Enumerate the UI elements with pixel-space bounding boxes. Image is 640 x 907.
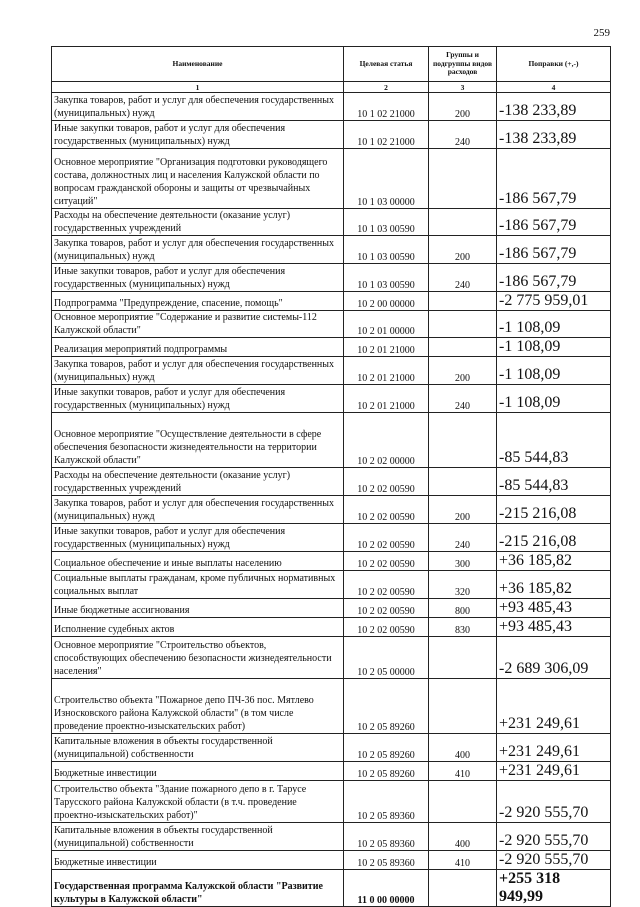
row-name: Бюджетные инвестиции xyxy=(52,762,344,781)
row-amount: -1 108,09 xyxy=(497,385,611,413)
row-name: Социальное обеспечение и иные выплаты населению xyxy=(52,552,344,571)
table-row xyxy=(52,264,611,292)
row-code: 10 2 01 00000 xyxy=(344,311,429,338)
row-group xyxy=(429,413,497,468)
row-group: 410 xyxy=(429,762,497,781)
table-row xyxy=(52,338,611,357)
row-amount: -138 233,89 xyxy=(497,93,611,121)
row-amount: +231 249,61 xyxy=(497,762,611,781)
row-name: Капитальные вложения в объекты государственной (муниципальной) собственности xyxy=(52,734,344,762)
row-amount: +255 318 949,99 xyxy=(497,870,611,907)
row-name: Закупка товаров, работ и услуг для обеспечения государственных (муниципальных) нужд xyxy=(52,93,344,121)
row-code: 10 2 00 00000 xyxy=(344,292,429,311)
row-name: Закупка товаров, работ и услуг для обеспечения государственных (муниципальных) нужд xyxy=(52,496,344,524)
row-amount: +93 485,43 xyxy=(497,618,611,637)
budget-table xyxy=(51,46,611,907)
row-amount: -85 544,83 xyxy=(497,413,611,468)
table-row xyxy=(52,413,611,468)
table-row xyxy=(52,468,611,496)
row-group: 400 xyxy=(429,734,497,762)
table-row xyxy=(52,357,611,385)
row-code: 10 2 02 00590 xyxy=(344,496,429,524)
row-code: 10 2 05 89260 xyxy=(344,734,429,762)
row-group xyxy=(429,679,497,734)
row-amount: +93 485,43 xyxy=(497,599,611,618)
row-name: Иные закупки товаров, работ и услуг для обеспечения государственных (муниципальных) нужд xyxy=(52,264,344,292)
table-row xyxy=(52,637,611,679)
row-name: Исполнение судебных актов xyxy=(52,618,344,637)
row-group: 800 xyxy=(429,599,497,618)
row-name: Строительство объекта "Пожарное депо ПЧ-36 пос. Мятлево Износковского района Калужской области" (в том числе проведение проектно-изыскательских работ) xyxy=(52,679,344,734)
row-code: 10 2 01 21000 xyxy=(344,357,429,385)
table-row xyxy=(52,679,611,734)
row-group xyxy=(429,637,497,679)
table-row xyxy=(52,311,611,338)
table-row xyxy=(52,552,611,571)
row-name: Иные бюджетные ассигнования xyxy=(52,599,344,618)
header-row xyxy=(52,47,611,82)
row-group xyxy=(429,468,497,496)
row-code: 10 1 03 00590 xyxy=(344,209,429,236)
row-code: 10 2 05 00000 xyxy=(344,637,429,679)
row-amount: -2 920 555,70 xyxy=(497,781,611,823)
table-row xyxy=(52,734,611,762)
row-name: Иные закупки товаров, работ и услуг для обеспечения государственных (муниципальных) нужд xyxy=(52,121,344,149)
row-group xyxy=(429,781,497,823)
row-code: 10 1 03 00590 xyxy=(344,236,429,264)
row-code: 10 2 02 00590 xyxy=(344,468,429,496)
table-row xyxy=(52,209,611,236)
row-amount: -186 567,79 xyxy=(497,264,611,292)
table-row xyxy=(52,870,611,907)
column-number: 3 xyxy=(429,82,497,93)
table-row xyxy=(52,496,611,524)
column-number: 4 xyxy=(497,82,611,93)
row-group: 200 xyxy=(429,357,497,385)
row-code: 10 2 02 00000 xyxy=(344,413,429,468)
row-group xyxy=(429,149,497,209)
table-body xyxy=(52,93,611,907)
row-group: 240 xyxy=(429,385,497,413)
row-group: 200 xyxy=(429,93,497,121)
row-group xyxy=(429,870,497,907)
row-code: 10 2 02 00590 xyxy=(344,571,429,599)
row-code: 10 2 05 89360 xyxy=(344,823,429,851)
row-amount: -1 108,09 xyxy=(497,338,611,357)
row-code: 10 2 01 21000 xyxy=(344,385,429,413)
row-name: Основное мероприятие "Строительство объектов, способствующих обеспечению безопасности жизнедеятельности населения" xyxy=(52,637,344,679)
table-row xyxy=(52,149,611,209)
table-row xyxy=(52,781,611,823)
table-row xyxy=(52,618,611,637)
row-name: Иные закупки товаров, работ и услуг для обеспечения государственных (муниципальных) нужд xyxy=(52,524,344,552)
row-group: 240 xyxy=(429,524,497,552)
row-name: Закупка товаров, работ и услуг для обеспечения государственных (муниципальных) нужд xyxy=(52,236,344,264)
table-row xyxy=(52,851,611,870)
row-group: 320 xyxy=(429,571,497,599)
row-group xyxy=(429,311,497,338)
row-code: 10 2 02 00590 xyxy=(344,599,429,618)
table-row xyxy=(52,236,611,264)
row-amount: -138 233,89 xyxy=(497,121,611,149)
row-name: Реализация мероприятий подпрограммы xyxy=(52,338,344,357)
row-code: 10 2 05 89260 xyxy=(344,762,429,781)
table-row xyxy=(52,571,611,599)
row-amount: -215 216,08 xyxy=(497,524,611,552)
row-amount: +231 249,61 xyxy=(497,679,611,734)
row-name: Расходы на обеспечение деятельности (оказание услуг) государственных учреждений xyxy=(52,468,344,496)
row-code: 10 2 01 21000 xyxy=(344,338,429,357)
row-group: 300 xyxy=(429,552,497,571)
row-amount: +36 185,82 xyxy=(497,552,611,571)
row-name: Основное мероприятие "Организация подготовки руководящего состава, должностных лиц и населения Калужской области по вопросам гражданской обороны и защиты от чрезвычайных ситуаций" xyxy=(52,149,344,209)
row-group: 240 xyxy=(429,264,497,292)
row-name: Капитальные вложения в объекты государственной (муниципальной) собственности xyxy=(52,823,344,851)
row-name: Бюджетные инвестиции xyxy=(52,851,344,870)
row-amount: -2 920 555,70 xyxy=(497,823,611,851)
header-name: Наименование xyxy=(52,47,344,82)
row-group: 830 xyxy=(429,618,497,637)
header-amount: Поправки (+,-) xyxy=(497,47,611,82)
row-group: 200 xyxy=(429,236,497,264)
row-name: Строительство объекта "Здание пожарного депо в г. Тарусе Тарусского района Калужской области (в т.ч. проведение проектно-изыскательских работ)" xyxy=(52,781,344,823)
row-name: Основное мероприятие "Содержание и развитие системы-112 Калужской области" xyxy=(52,311,344,338)
row-name: Основное мероприятие "Осуществление деятельности в сфере обеспечения безопасности жизнедеятельности на территории Калужской области" xyxy=(52,413,344,468)
column-number-row xyxy=(52,82,611,93)
row-name: Расходы на обеспечение деятельности (оказание услуг) государственных учреждений xyxy=(52,209,344,236)
table-row xyxy=(52,599,611,618)
row-name: Социальные выплаты гражданам, кроме публичных нормативных социальных выплат xyxy=(52,571,344,599)
row-amount: -2 775 959,01 xyxy=(497,292,611,311)
table-row xyxy=(52,292,611,311)
row-group xyxy=(429,209,497,236)
row-amount: -1 108,09 xyxy=(497,357,611,385)
row-group: 400 xyxy=(429,823,497,851)
row-group xyxy=(429,292,497,311)
row-amount: -186 567,79 xyxy=(497,209,611,236)
row-code: 10 1 03 00000 xyxy=(344,149,429,209)
header-code: Целевая статья xyxy=(344,47,429,82)
row-group: 240 xyxy=(429,121,497,149)
row-amount: -2 920 555,70 xyxy=(497,851,611,870)
row-amount: -215 216,08 xyxy=(497,496,611,524)
row-code: 11 0 00 00000 xyxy=(344,870,429,907)
page-number: 259 xyxy=(593,27,610,39)
row-amount: +231 249,61 xyxy=(497,734,611,762)
row-amount: -1 108,09 xyxy=(497,311,611,338)
column-number: 1 xyxy=(52,82,344,93)
row-name: Государственная программа Калужской области "Развитие культуры в Калужской области" xyxy=(52,870,344,907)
table-row xyxy=(52,823,611,851)
table-row xyxy=(52,121,611,149)
row-code: 10 1 02 21000 xyxy=(344,121,429,149)
row-code: 10 2 05 89360 xyxy=(344,781,429,823)
row-code: 10 2 02 00590 xyxy=(344,618,429,637)
row-code: 10 1 02 21000 xyxy=(344,93,429,121)
row-amount: -2 689 306,09 xyxy=(497,637,611,679)
table-row xyxy=(52,524,611,552)
row-name: Подпрограмма "Предупреждение, спасение, помощь" xyxy=(52,292,344,311)
row-amount: -85 544,83 xyxy=(497,468,611,496)
column-number: 2 xyxy=(344,82,429,93)
row-name: Закупка товаров, работ и услуг для обеспечения государственных (муниципальных) нужд xyxy=(52,357,344,385)
table-row xyxy=(52,93,611,121)
row-code: 10 1 03 00590 xyxy=(344,264,429,292)
row-code: 10 2 02 00590 xyxy=(344,524,429,552)
row-amount: +36 185,82 xyxy=(497,571,611,599)
row-group: 410 xyxy=(429,851,497,870)
row-group: 200 xyxy=(429,496,497,524)
row-group xyxy=(429,338,497,357)
row-code: 10 2 05 89260 xyxy=(344,679,429,734)
row-amount: -186 567,79 xyxy=(497,149,611,209)
row-code: 10 2 02 00590 xyxy=(344,552,429,571)
header-group: Группы и подгруппы видов расходов xyxy=(429,47,497,82)
row-amount: -186 567,79 xyxy=(497,236,611,264)
table-row xyxy=(52,385,611,413)
row-code: 10 2 05 89360 xyxy=(344,851,429,870)
table-row xyxy=(52,762,611,781)
row-name: Иные закупки товаров, работ и услуг для обеспечения государственных (муниципальных) нужд xyxy=(52,385,344,413)
